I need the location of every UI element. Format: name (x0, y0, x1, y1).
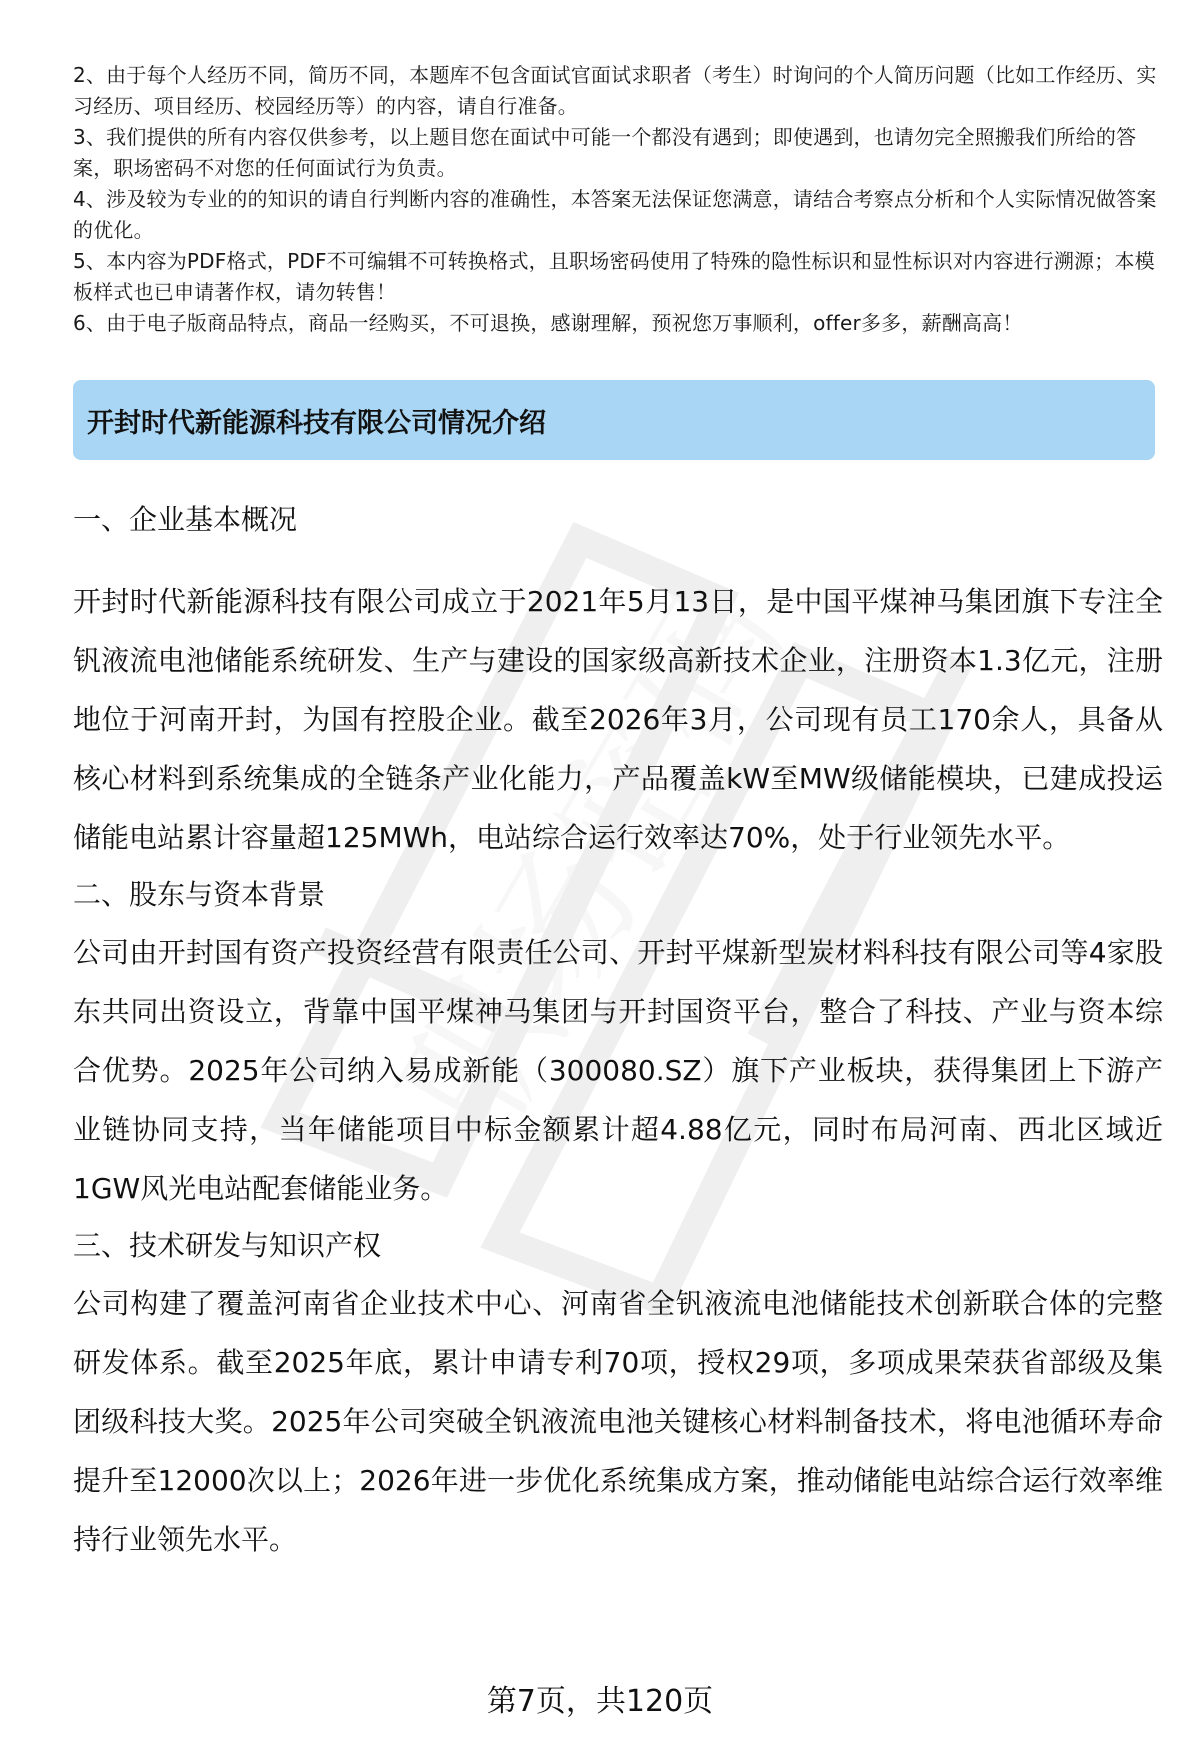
section-title-banner (73, 380, 1155, 460)
notice-item-4: 4、涉及较为专业的的知识的请自行判断内容的准确性，本答案无法保证您满意，请结合考察点分析和个人实际情况做答案的优化。 (73, 187, 1157, 242)
notice-item-2: 2、由于每个人经历不同，简历不同，本题库不包含面试官面试求职者（考生）时询问的个人简历问题（比如工作经历、实习经历、项目经历、校园经历等）的内容，请自行准备。 (73, 63, 1157, 118)
company-introduction (73, 500, 1163, 1569)
paragraph-rnd: 公司构建了覆盖河南省企业技术中心、河南省全钒液流电池储能技术创新联合体的完整研发体系。截至2025年底，累计申请专利70项，授权29项，多项成果荣获省部级及集团级科技大奖。2025年公司突破全钒液流电池关键核心材料制备技术，将电池循环寿命提升至12000次以上；2026年进一步优化系统集成方案，推动储能电站综合运行效率维持行业领先水平。 (73, 1287, 1163, 1556)
section-title: 开封时代新能源科技有限公司情况介绍 (87, 407, 546, 439)
paragraph-basic-overview: 开封时代新能源科技有限公司成立于2021年5月13日，是中国平煤神马集团旗下专注全钒液流电池储能系统研发、生产与建设的国家级高新技术企业，注册资本1.3亿元，注册地位于河南开封，为国有控股企业。截至2026年3月，公司现有员工170余人，具备从核心材料到系统集成的全链条产业化能力，产品覆盖kW至MW级储能模块，已建成投运储能电站累计容量超125MWh，电站综合运行效率达70%，处于行业领先水平。 (73, 585, 1163, 854)
notice-item-6: 6、由于电子版商品特点，商品一经购买，不可退换，感谢理解，预祝您万事顺利，offer多多，薪酬高高！ (73, 311, 1023, 335)
heading-shareholders: 二、股东与资本背景 (73, 878, 326, 911)
page-number: 第7页，共120页 (486, 1684, 714, 1719)
heading-basic-overview: 一、企业基本概况 (73, 503, 298, 536)
notice-item-5: 5、本内容为PDF格式，PDF不可编辑不可转换格式，且职场密码使用了特殊的隐性标识和显性标识对内容进行溯源；本模板样式也已申请著作权，请勿转售！ (73, 249, 1155, 304)
notice-list (73, 60, 1163, 339)
notice-item-3: 3、我们提供的所有内容仅供参考，以上题目您在面试中可能一个都没有遇到；即使遇到，也请勿完全照搬我们所给的答案，职场密码不对您的任何面试行为负责。 (73, 125, 1137, 180)
heading-rnd: 三、技术研发与知识产权 (73, 1229, 382, 1262)
paragraph-shareholders: 公司由开封国有资产投资经营有限责任公司、开封平煤新型炭材料科技有限公司等4家股东共同出资设立，背靠中国平煤神马集团与开封国资平台，整合了科技、产业与资本综合优势。2025年公司纳入易成新能（300080.SZ）旗下产业板块，获得集团上下游产业链协同支持，当年储能项目中标金额累计超4.88亿元，同时布局河南、西北区域近1GW风光电站配套储能业务。 (73, 936, 1163, 1205)
